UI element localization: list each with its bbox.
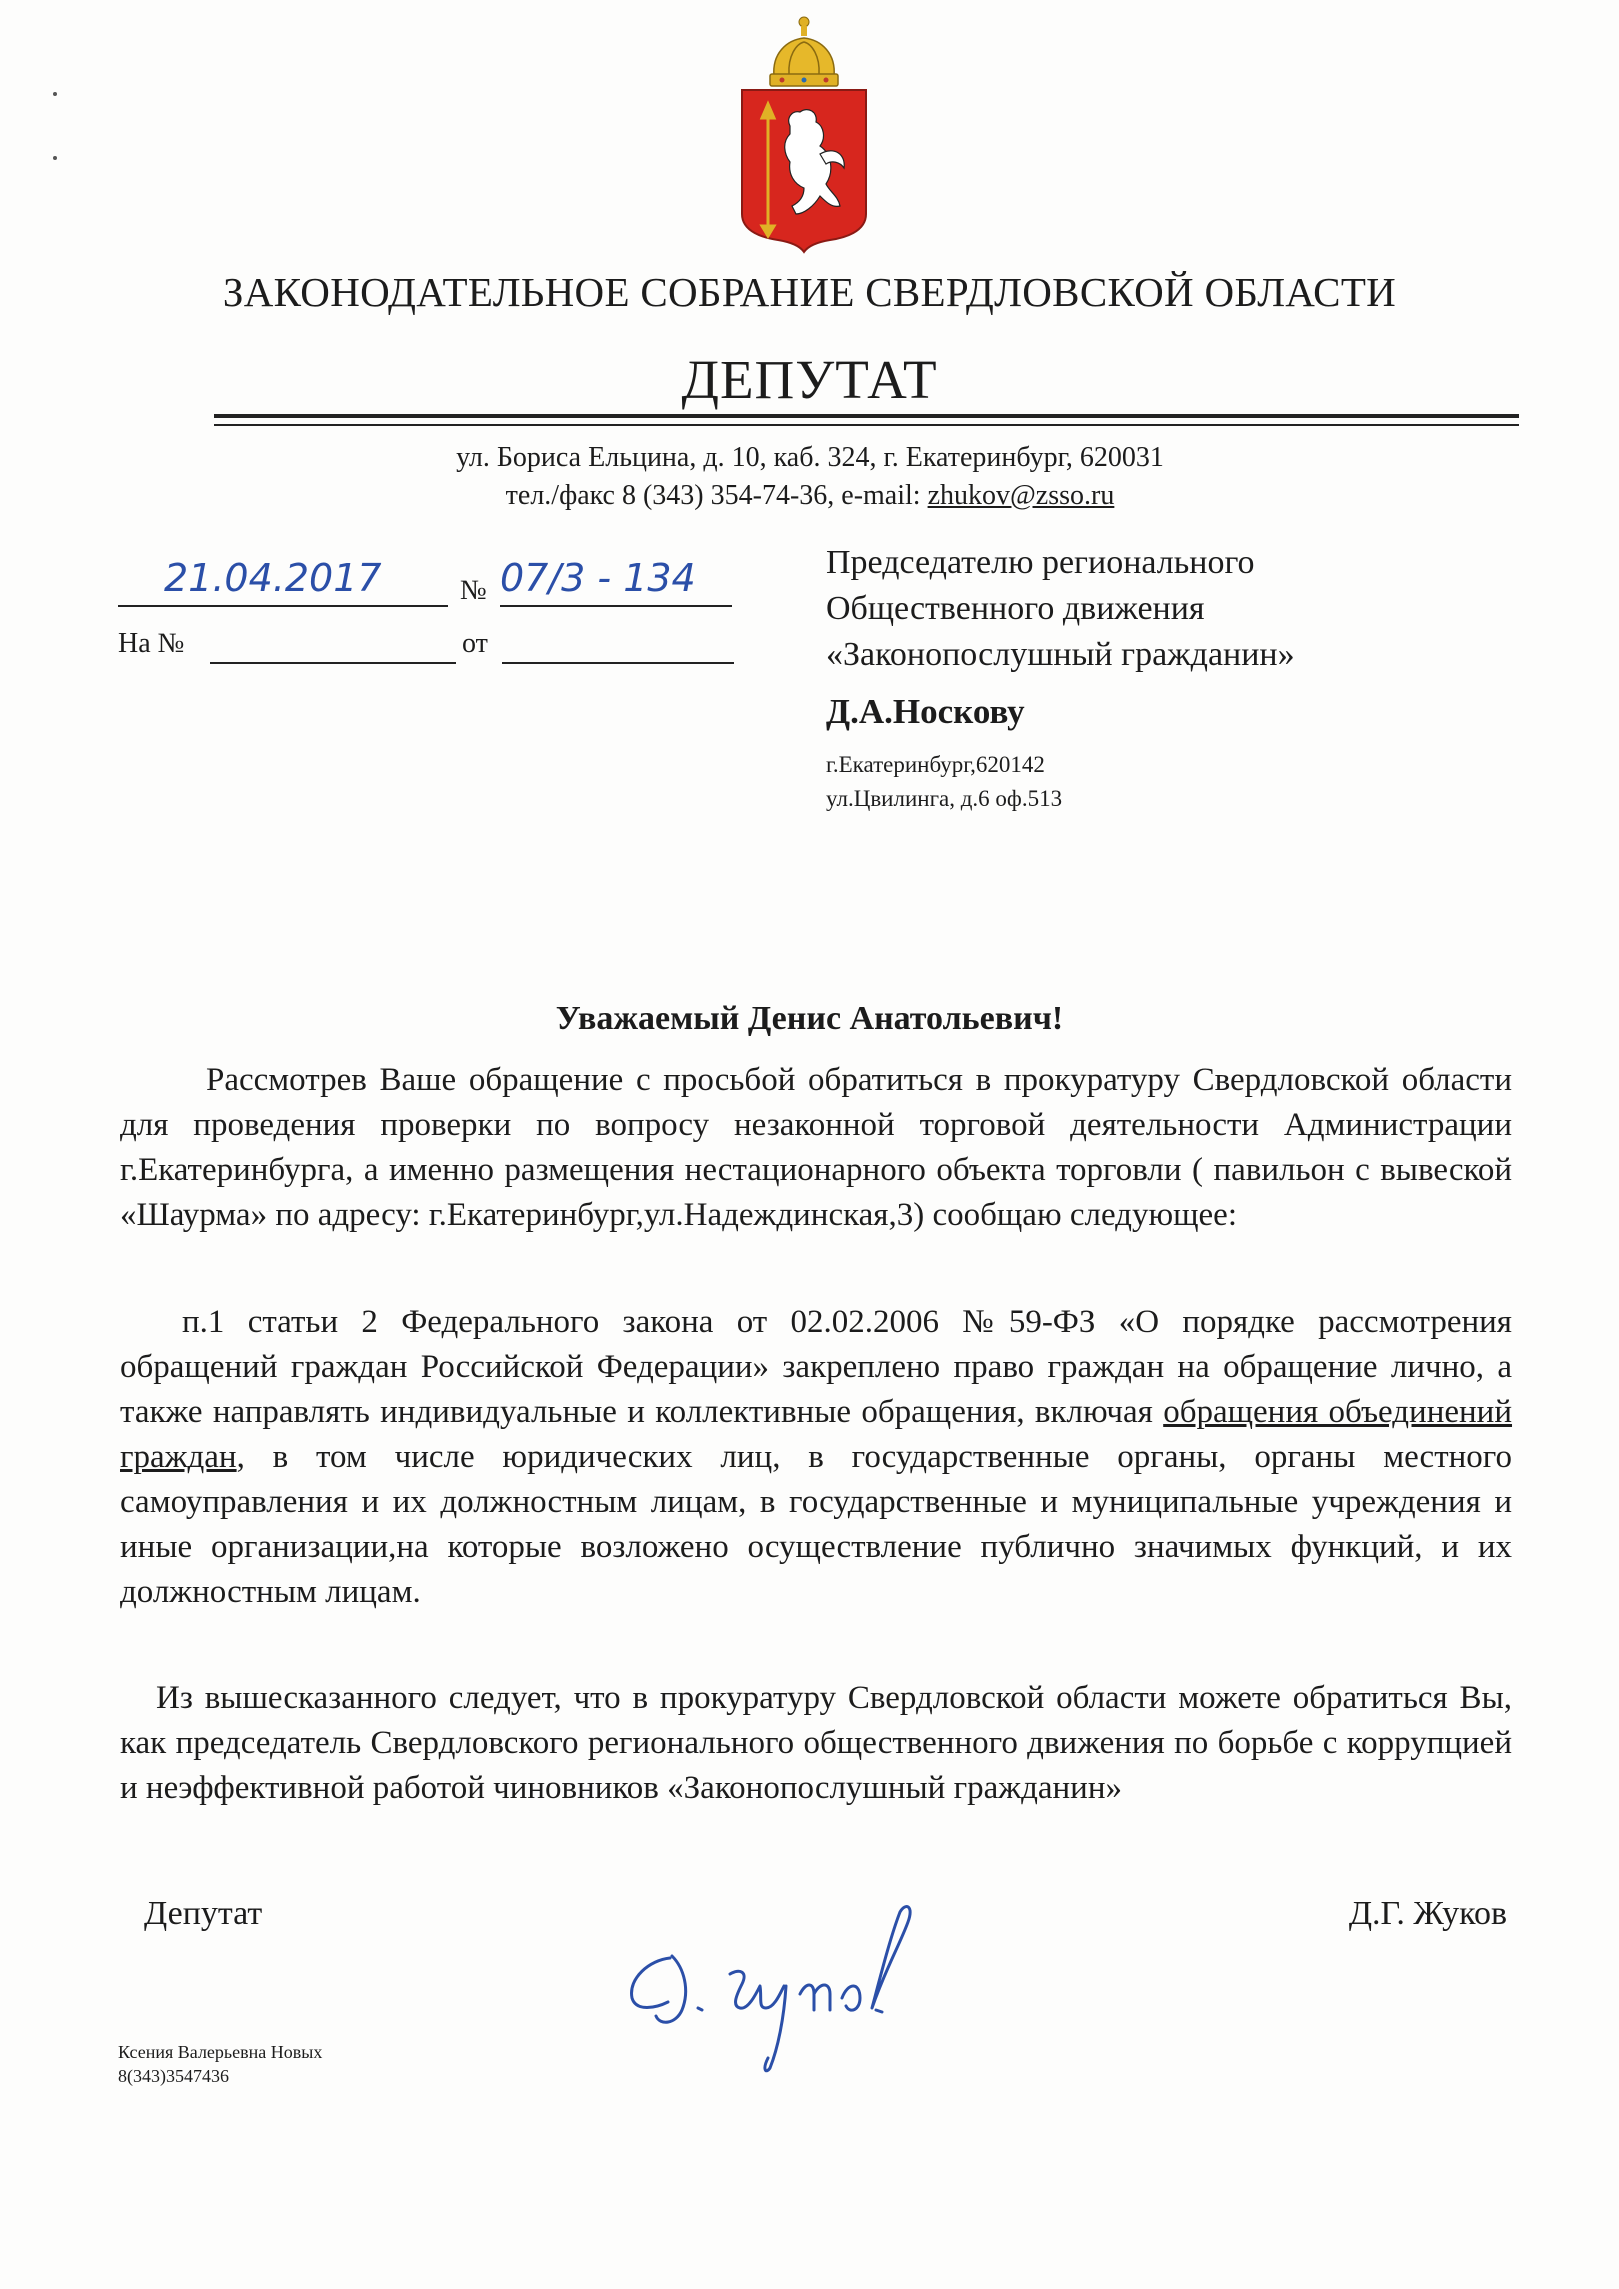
from-label: от <box>462 628 488 659</box>
paragraph-2-text-start: п.1 статьи 2 Федерального закона от 02.02.2006 №59-ФЗ «О порядке рассмотрения обращений граждан Российской Федерации» закреплено право граждан на обращение лично, а также направлять индивидуальные и коллективные обращения, включая <box>120 1304 1512 1430</box>
recipient-position-line3: «Законопослушный гражданин» <box>826 636 1295 673</box>
number-line <box>500 605 732 607</box>
coat-of-arms-emblem <box>734 14 874 254</box>
executor-name: Ксения Валерьевна Новых <box>118 2042 323 2062</box>
paragraph-2-text-end: , в том числе юридических лиц, в государственные органы, органы местного самоуправления и их должностным лицам, в государственные и муниципальные учреждения и иные организации,на которые возложено осуществление публично значимых функций, и их должностным лицам. <box>120 1439 1512 1610</box>
recipient-position-line1: Председателю регионального <box>826 544 1255 581</box>
number-label: № <box>460 575 487 606</box>
contact-line <box>300 480 1320 512</box>
paragraph-2-underlined-phrase: обращения объединений граждан <box>120 1394 1513 1475</box>
salutation: Уважаемый Денис Анатольевич! <box>555 1000 1064 1037</box>
reply-to-label: На № <box>118 628 185 659</box>
reply-number-line <box>210 662 456 664</box>
crown-icon <box>770 17 838 86</box>
body-paragraph-1 <box>120 1058 1512 1238</box>
header-divider-thick <box>214 414 1519 418</box>
recipient-address-line2: ул.Цвилинга, д.6 оф.513 <box>826 786 1063 811</box>
date-line <box>118 605 448 607</box>
signatory-title: Депутат <box>144 1895 263 1932</box>
header-divider-thin <box>214 424 1519 426</box>
reply-date-line <box>502 662 734 664</box>
recipient-name: Д.А.Носкову <box>826 692 1025 731</box>
body-paragraph-3 <box>120 1676 1512 1811</box>
scan-speck <box>53 92 57 96</box>
recipient-address-line1: г.Екатеринбург,620142 <box>826 752 1045 777</box>
phone-fax-text: тел./факс 8 (343) 354-74-36, e-mail: <box>505 480 928 511</box>
signatory-name: Д.Г. Жуков <box>1348 1895 1507 1932</box>
email-link[interactable]: zhukov@zsso.ru <box>927 480 1115 511</box>
body-paragraph-2 <box>120 1300 1512 1615</box>
letterhead-title: ДЕПУТАТ <box>681 349 938 410</box>
body-paragraph-3-text: Из вышесказанного следует, что в прокуратуру Свердловской области можете обратиться Вы, как председатель Свердловского регионального общественного движения по борьбе с коррупцией и неэффективной работой чиновников «Законопослушный гражданин» <box>120 1680 1512 1806</box>
body-paragraph-1-text: Рассмотрев Ваше обращение с просьбой обратиться в прокуратуру Свердловской области для проведения проверки по вопросу незаконной торговой деятельности Администрации г.Екатеринбурга, а именно размещения нестационарного объекта торговли ( павильон с вывеской «Шаурма» по адресу: г.Екатеринбург,ул.Надеждинская,3) сообщаю следующее: <box>120 1062 1512 1233</box>
handwritten-signature <box>610 1898 1010 2078</box>
handwritten-date: 21.04.2017 <box>164 556 382 600</box>
handwritten-number: 07/3 - 134 <box>500 556 696 600</box>
scan-speck <box>53 156 57 160</box>
executor-phone: 8(343)3547436 <box>118 2066 229 2086</box>
organization-name: ЗАКОНОДАТЕЛЬНОЕ СОБРАНИЕ СВЕРДЛОВСКОЙ ОБЛАСТИ <box>222 269 1397 315</box>
recipient-position-line2: Общественного движения <box>826 590 1205 627</box>
address-line: ул. Бориса Ельцина, д. 10, каб. 324, г. Екатеринбург, 620031 <box>456 442 1164 473</box>
